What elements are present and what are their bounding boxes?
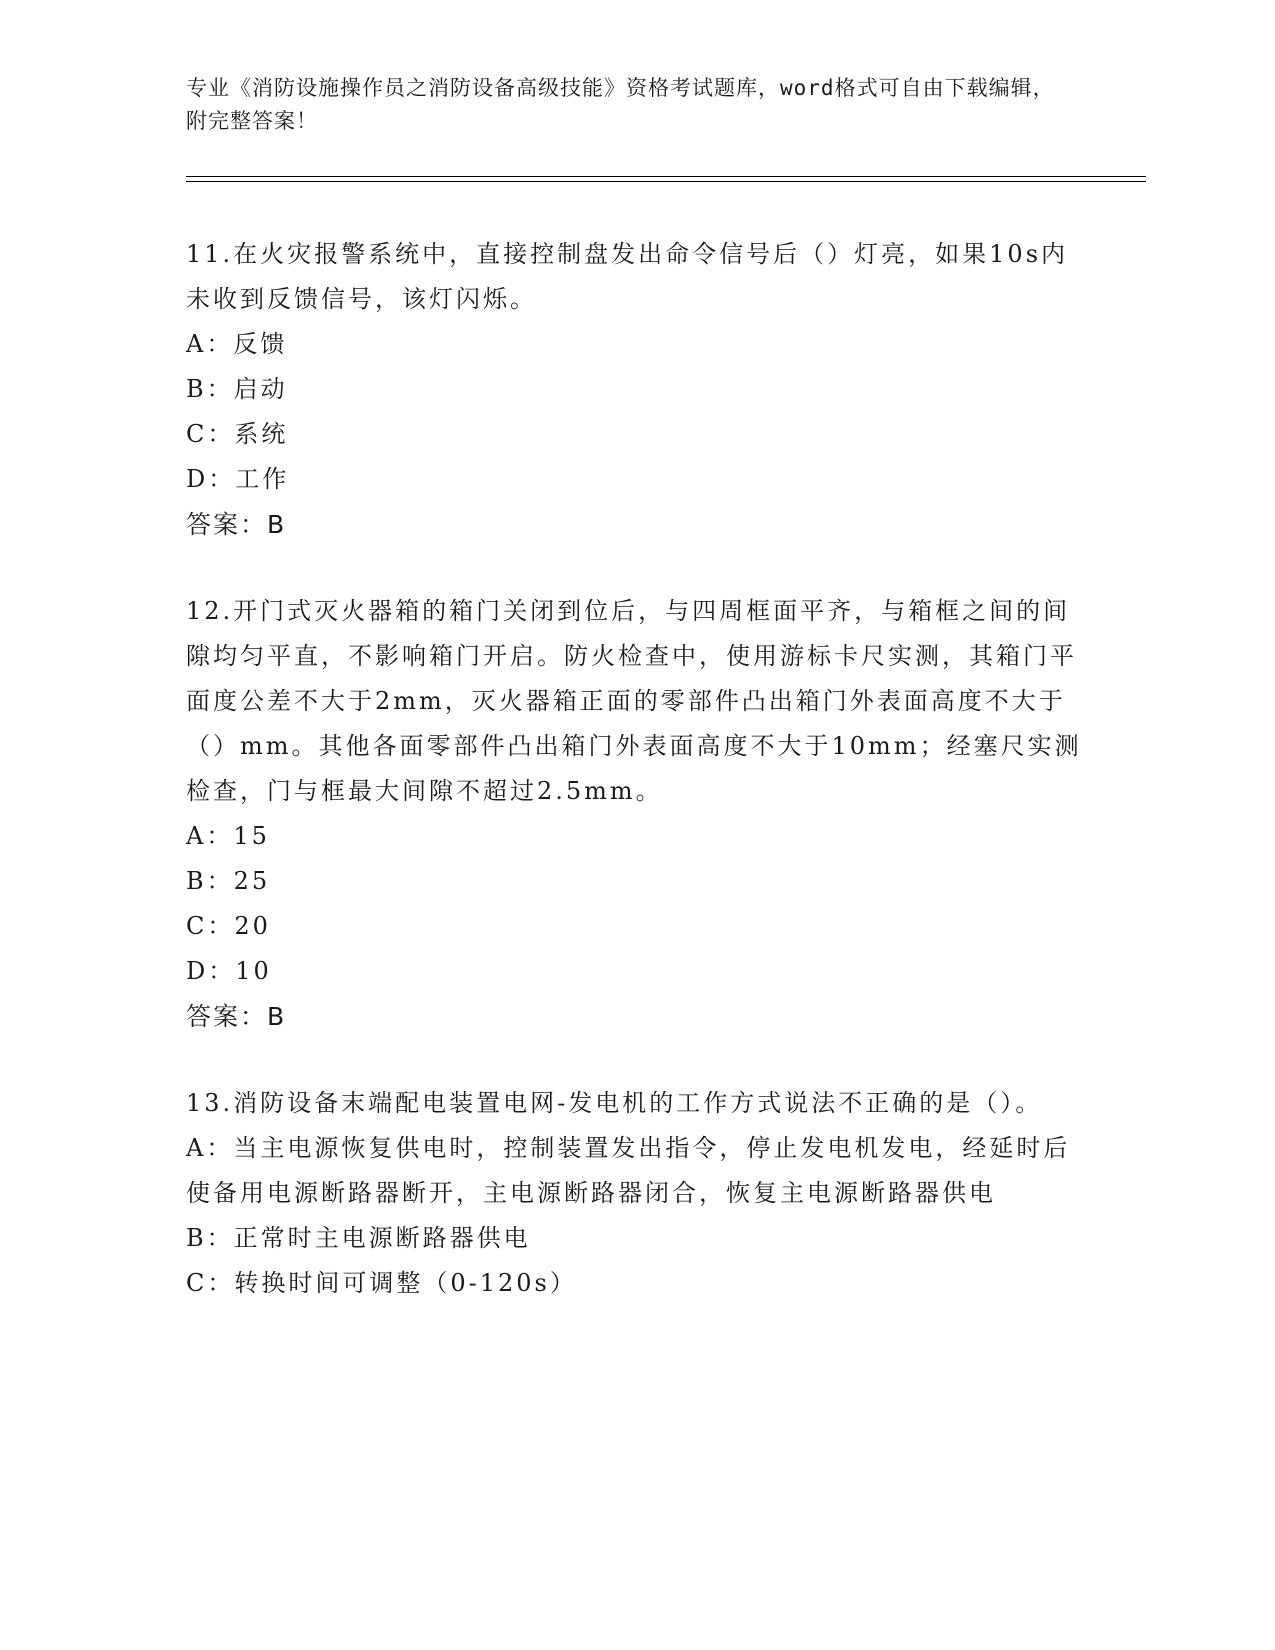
option-d: D：工作 [186, 465, 290, 493]
header-divider-bottom [186, 181, 1146, 182]
answer: 答案：B [186, 1002, 287, 1031]
option-c: C：20 [186, 912, 271, 940]
option-c: C：系统 [186, 420, 289, 448]
option-b: B：正常时主电源断路器供电 [186, 1224, 531, 1252]
document-header [186, 72, 1066, 138]
option-d: D：10 [186, 957, 272, 985]
option-a: A：反馈 [186, 330, 288, 358]
question-list [186, 232, 1086, 1348]
option-c: C：转换时间可调整（0-120s） [186, 1269, 577, 1297]
option-b: B：启动 [186, 375, 288, 403]
question-13 [186, 1081, 1086, 1306]
option-a: A：当主电源恢复供电时，控制装置发出指令，停止发电机发电，经延时后使备用电源断路器断开，主电源断路器闭合，恢复主电源断路器供电 [186, 1134, 1071, 1207]
question-stem: 13.消防设备末端配电装置电网-发电机的工作方式说法不正确的是（）。 [186, 1089, 1043, 1117]
header-text: 专业《消防设施操作员之消防设备高级技能》资格考试题库，word格式可自由下载编辑，附完整答案！ [186, 76, 1055, 133]
header-divider-top [186, 176, 1146, 177]
question-stem: 12.开门式灭火器箱的箱门关闭到位后，与四周框面平齐，与箱框之间的间隙均匀平直，不影响箱门开启。防火检查中，使用游标卡尺实测，其箱门平面度公差不大于2mm，灭火器箱正面的零部件凸出箱门外表面高度不大于（）mm。其他各面零部件凸出箱门外表面高度不大于10mm；经塞尺实测检查，门与框最大间隙不超过2.5mm。 [186, 597, 1082, 805]
question-stem: 11.在火灾报警系统中，直接控制盘发出命令信号后（）灯亮，如果10s内未收到反馈信号，该灯闪烁。 [186, 240, 1069, 313]
answer: 答案：B [186, 510, 287, 539]
option-a: A：15 [186, 822, 270, 850]
question-11 [186, 232, 1086, 547]
option-b: B：25 [186, 867, 271, 895]
question-12 [186, 589, 1086, 1039]
